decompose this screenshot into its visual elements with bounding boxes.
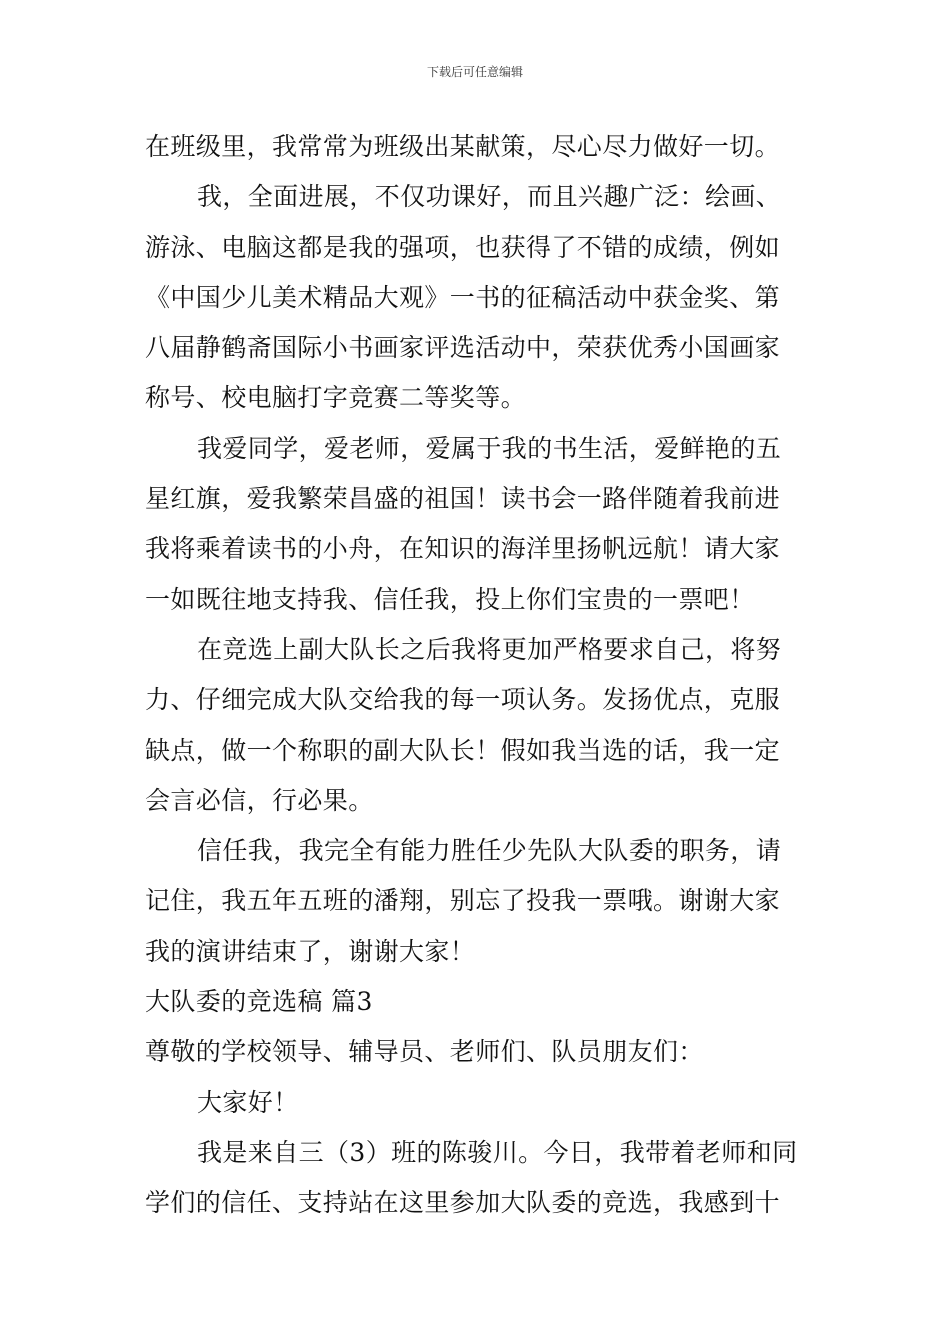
text-line: 称号、校电脑打字竞赛二等奖等。 xyxy=(145,383,527,413)
text-line: 我，全面进展，不仅功课好，而且兴趣广泛：绘画、 xyxy=(197,182,782,212)
text-line: 八届静鹤斋国际小书画家评选活动中，荣获优秀小国画家 xyxy=(145,333,781,363)
greeting: 大家好！ xyxy=(197,1087,299,1117)
text-line: 在班级里，我常常为班级出某献策，尽心尽力做好一切。 xyxy=(145,132,781,161)
section-heading: 大队委的竞选稿 篇3 xyxy=(145,987,373,1017)
document-body xyxy=(145,122,810,1229)
text-line: 记住，我五年五班的潘翔，别忘了投我一票哦。谢谢大家 xyxy=(145,886,781,916)
text-line: 我将乘着读书的小舟，在知识的海洋里扬帆远航！请大家 xyxy=(145,534,781,564)
text-line: 缺点，做一个称职的副大队长！假如我当选的话，我一定 xyxy=(145,735,781,765)
text-line: 《中国少儿美术精品大观》一书的征稿活动中获金奖、第 xyxy=(145,282,781,312)
text-line: 我爱同学，爱老师，爱属于我的书生活，爱鲜艳的五 xyxy=(197,433,782,463)
text-line: 我的演讲结束了，谢谢大家！ xyxy=(145,936,476,966)
text-line: 游泳、电脑这都是我的强项，也获得了不错的成绩，例如 xyxy=(145,232,781,262)
salutation: 尊敬的学校领导、辅导员、老师们、队员朋友们： xyxy=(145,1037,704,1067)
text-line: 在竞选上副大队长之后我将更加严格要求自己，将努 xyxy=(197,634,782,664)
text-line: 力、仔细完成大队交给我的每一项认务。发扬优点，克服 xyxy=(145,685,781,715)
text-line: 一如既往地支持我、信任我，投上你们宝贵的一票吧！ xyxy=(145,584,755,614)
text-line: 学们的信任、支持站在这里参加大队委的竞选，我感到十 xyxy=(145,1188,781,1218)
text-line: 信任我，我完全有能力胜任少先队大队委的职务，请 xyxy=(197,836,782,866)
text-line: 我是来自三（3）班的陈骏川。今日，我带着老师和同 xyxy=(197,1137,798,1167)
text-line: 会言必信，行必果。 xyxy=(145,785,374,815)
text-line: 星红旗，爱我繁荣昌盛的祖国！读书会一路伴随着我前进 xyxy=(145,484,781,514)
page-header: 下载后可任意编辑 xyxy=(426,65,523,79)
